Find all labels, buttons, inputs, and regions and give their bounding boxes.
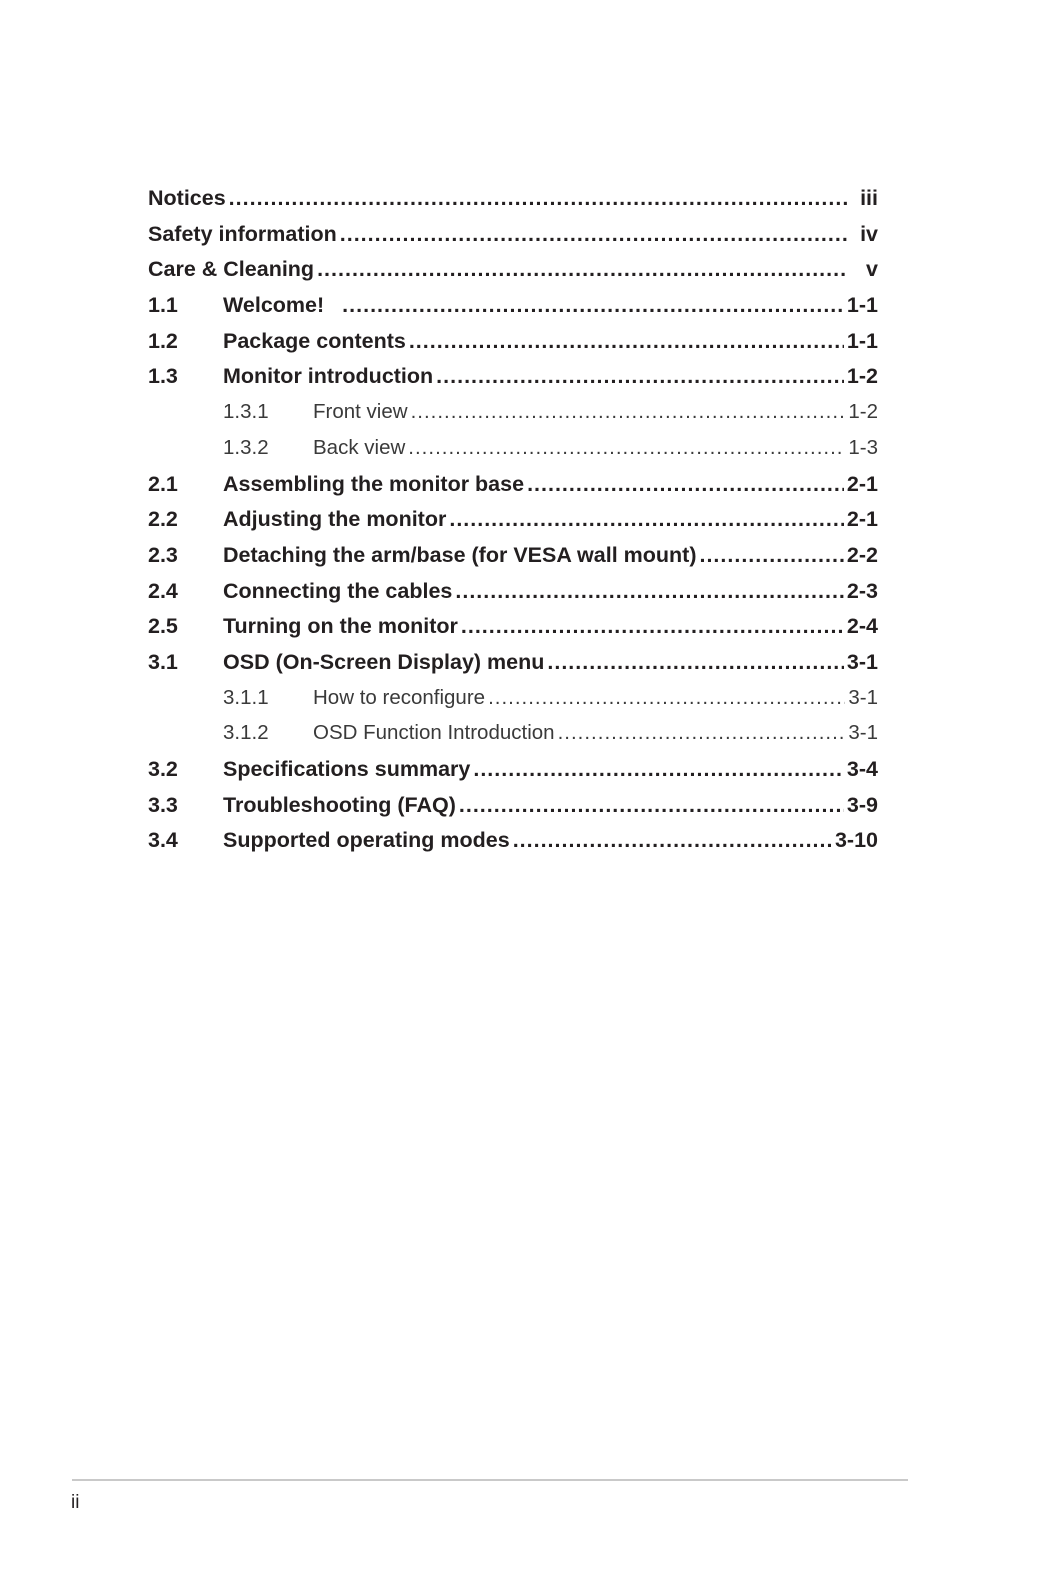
toc-entry-page: 2-4 <box>846 614 878 639</box>
toc-entry-title: Notices <box>148 186 226 210</box>
toc-entry-page: 3-1 <box>848 685 878 709</box>
leader-dots <box>340 222 847 247</box>
toc-entry-title: OSD (On-Screen Display) menu <box>223 649 545 674</box>
toc-entry-notices[interactable] <box>148 186 878 222</box>
toc-entry-title: Front view <box>313 400 408 424</box>
leader-dots <box>411 400 846 424</box>
toc-entry-2-1[interactable] <box>148 472 878 508</box>
toc-entry-3-1-1[interactable] <box>148 686 878 722</box>
toc-entry-number: 1.2 <box>148 328 178 353</box>
toc-entry-title: Package contents <box>223 328 406 353</box>
toc-entry-title: OSD Function Introduction <box>313 721 555 745</box>
toc-entry-number: 2.2 <box>148 507 178 532</box>
toc-entry-number: 2.3 <box>148 542 178 567</box>
toc-entry-title: Care & Cleaning <box>148 257 315 282</box>
toc-entry-page: 3-10 <box>834 828 878 853</box>
leader-dots <box>409 329 844 354</box>
toc-entry-page: 2-2 <box>846 542 878 567</box>
leader-dots <box>455 579 844 604</box>
toc-entry-title: Troubleshooting (FAQ) <box>223 792 456 817</box>
toc-entry-number: 3.1.2 <box>223 721 269 745</box>
toc-entry-page: 1-1 <box>846 328 878 353</box>
toc-entry-page: 3-1 <box>846 649 878 674</box>
leader-dots <box>488 686 845 710</box>
toc-entry-2-2[interactable] <box>148 507 878 543</box>
toc-entry-page: 1-1 <box>846 293 878 318</box>
toc-entry-page: 1-2 <box>848 400 878 424</box>
footer-divider <box>72 1479 908 1481</box>
toc-entry-page: 2-1 <box>846 507 878 532</box>
table-of-contents <box>148 186 878 864</box>
toc-entry-number: 2.4 <box>148 578 178 603</box>
toc-entry-3-1-2[interactable] <box>148 721 878 757</box>
toc-entry-number: 3.1.1 <box>223 685 269 709</box>
toc-entry-1-2[interactable] <box>148 329 878 365</box>
toc-entry-page: 3-4 <box>846 757 878 781</box>
leader-dots <box>461 614 844 639</box>
toc-entry-page: v <box>866 257 878 282</box>
leader-dots <box>229 186 847 211</box>
toc-entry-number: 1.3.2 <box>223 435 269 459</box>
toc-entry-number: 3.3 <box>148 792 178 817</box>
toc-entry-2-4[interactable] <box>148 579 878 615</box>
toc-entry-page: iii <box>860 186 878 210</box>
leader-dots <box>699 543 843 568</box>
toc-entry-title: Welcome! <box>223 293 325 318</box>
leader-dots <box>436 364 844 389</box>
toc-entry-page: 2-1 <box>846 471 878 496</box>
toc-entry-3-3[interactable] <box>148 793 878 829</box>
toc-entry-title: Supported operating modes <box>223 828 510 853</box>
toc-entry-1-3-1[interactable] <box>148 400 878 436</box>
toc-entry-safety-information[interactable] <box>148 222 878 258</box>
toc-entry-page: 3-1 <box>848 721 878 745</box>
leader-dots <box>342 293 844 318</box>
leader-dots <box>513 828 832 853</box>
leader-dots <box>317 257 847 282</box>
toc-entry-care-cleaning[interactable] <box>148 257 878 293</box>
toc-entry-number: 2.1 <box>148 471 178 496</box>
toc-entry-title: Connecting the cables <box>223 578 453 603</box>
toc-entry-3-2[interactable] <box>148 757 878 793</box>
toc-entry-title: Safety information <box>148 221 337 246</box>
toc-entry-1-3[interactable] <box>148 364 878 400</box>
toc-entry-title: Detaching the arm/base (for VESA wall mount) <box>223 542 697 567</box>
leader-dots <box>408 436 845 460</box>
toc-entry-page: 3-9 <box>846 792 878 817</box>
toc-entry-page: iv <box>860 221 878 246</box>
leader-dots <box>558 721 846 745</box>
leader-dots <box>473 757 844 782</box>
leader-dots <box>527 472 844 497</box>
toc-entry-title: Specifications summary <box>223 757 471 781</box>
toc-entry-1-1[interactable] <box>148 293 878 329</box>
toc-entry-3-4[interactable] <box>148 828 878 864</box>
toc-entry-number: 3.2 <box>148 757 178 781</box>
footer-page-number: ii <box>71 1492 80 1513</box>
toc-entry-title: Turning on the monitor <box>223 614 458 639</box>
toc-entry-page: 2-3 <box>846 578 878 603</box>
leader-dots <box>459 793 844 818</box>
toc-entry-number: 1.3.1 <box>223 400 269 424</box>
toc-entry-number: 3.4 <box>148 828 178 853</box>
toc-entry-title: Back view <box>313 435 406 459</box>
toc-entry-1-3-2[interactable] <box>148 436 878 472</box>
toc-entry-number: 2.5 <box>148 614 178 639</box>
leader-dots <box>449 507 844 532</box>
toc-entry-2-5[interactable] <box>148 614 878 650</box>
toc-entry-number: 1.1 <box>148 293 178 318</box>
toc-entry-title: How to reconfigure <box>313 685 486 709</box>
toc-entry-2-3[interactable] <box>148 543 878 579</box>
toc-entry-number: 3.1 <box>148 649 178 674</box>
toc-entry-number: 1.3 <box>148 364 178 389</box>
toc-entry-page: 1-3 <box>848 435 878 459</box>
toc-entry-title: Assembling the monitor base <box>223 471 525 496</box>
toc-entry-3-1[interactable] <box>148 650 878 686</box>
toc-entry-page: 1-2 <box>846 364 878 389</box>
leader-dots <box>547 650 844 675</box>
toc-entry-title: Monitor introduction <box>223 364 434 389</box>
toc-entry-title: Adjusting the monitor <box>223 507 447 532</box>
